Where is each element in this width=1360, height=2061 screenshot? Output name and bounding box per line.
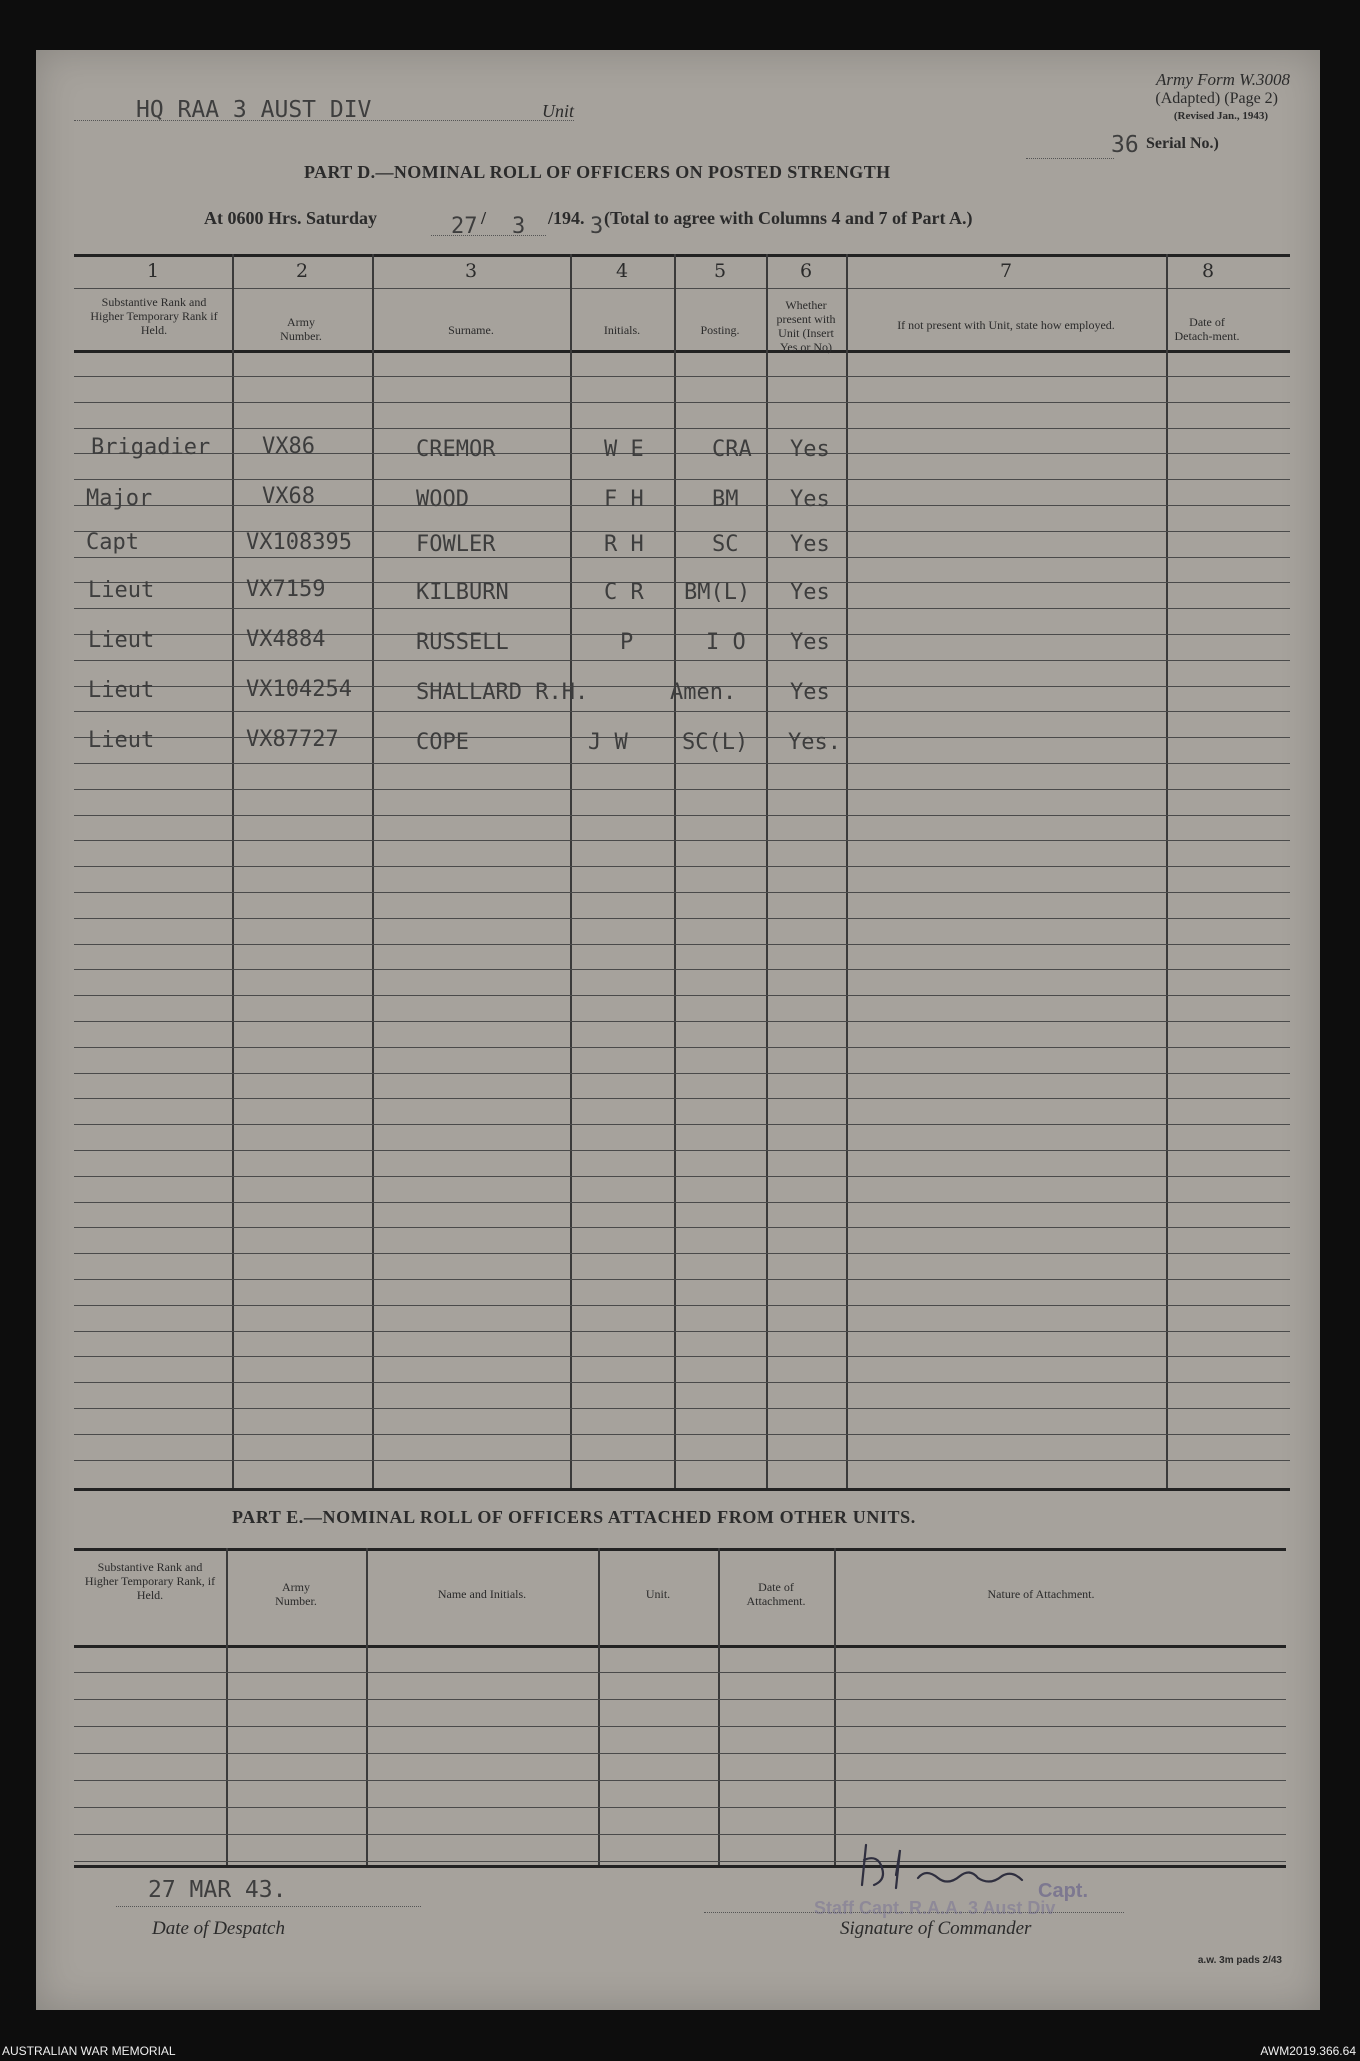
part-e-bottom-rule [74,1865,1286,1868]
part-d-ruled-line-42 [74,1434,1290,1435]
part-d-ruled-line-12 [74,660,1290,661]
row-3-present: Yes [790,532,830,557]
row-3-surname: FOWLER [416,532,496,557]
part-d-ruled-line-6 [74,505,1290,506]
part-d-ruled-line-19 [74,840,1290,841]
archive-caption-right: AWM2019.366.64 [1260,2044,1356,2058]
part-d-ruled-line-2 [74,402,1290,403]
despatch-date-label: Date of Despatch [152,1918,285,1939]
row-3-number: VX108395 [246,530,352,555]
part-d-ruled-line-16 [74,763,1290,764]
col-number-2: 2 [295,260,309,282]
part-d-ruled-line-30 [74,1124,1290,1125]
row-2-present: Yes [790,487,830,512]
date-suffix: (Total to agree with Columns 4 and 7 of Part A.) [604,208,973,228]
row-5-posting: I O [706,630,746,655]
part-d-col-divider-7 [1166,254,1168,1488]
row-6-number: VX104254 [246,677,352,702]
part-d-number-rule [74,288,1290,289]
row-4-posting: BM(L) [684,580,751,605]
row-1-surname: CREMOR [416,437,496,462]
part-d-ruled-line-1 [74,376,1290,377]
part-d-ruled-line-26 [74,1021,1290,1022]
part-d-ruled-line-33 [74,1202,1290,1203]
part-e-title: PART E.—NOMINAL ROLL OF OFFICERS ATTACHED FROM OTHER UNITS. [232,1507,916,1527]
row-4-present: Yes [790,580,830,605]
row-7-surname: COPE [416,730,469,755]
unit-dotline [74,120,574,121]
part-d-ruled-line-23 [74,944,1290,945]
date-year-prefix: /194. [548,208,585,228]
part-e-ruled-line-6 [74,1807,1286,1808]
row-5-number: VX4884 [246,627,326,652]
part-d-col-divider-4 [674,254,676,1488]
print-code: a.w. 3m pads 2/43 [1197,1955,1282,1966]
part-d-ruled-line-10 [74,608,1290,609]
date-day-dotline [431,235,546,236]
row-4-rank: Lieut [88,578,155,603]
part-d-ruled-line-27 [74,1047,1290,1048]
part-e-top-rule [74,1548,1286,1551]
part-d-ruled-line-20 [74,866,1290,867]
signature-dotline [704,1912,1124,1913]
row-6-posting: Amen. [670,680,737,705]
part-d-ruled-line-41 [74,1408,1290,1409]
despatch-dotline [116,1906,421,1907]
date-year-digit: 3 [590,214,604,239]
row-7-posting: SC(L) [682,730,749,755]
row-2-initials: F H [604,487,644,512]
row-3-rank: Capt [86,530,139,555]
col-header-employed: If not present with Unit, state how employed. [897,318,1115,332]
part-e-ruled-line-4 [74,1753,1286,1754]
col-number-3: 3 [464,260,478,282]
col-number-8: 8 [1201,260,1215,282]
unit-value: HQ RAA 3 AUST DIV [136,97,372,123]
part-d-header-rule [74,350,1290,353]
despatch-date-value: 27 MAR 43. [148,1877,287,1903]
row-6-surname: SHALLARD R.H. [416,680,589,705]
part-d-ruled-line-5 [74,479,1290,480]
row-5-rank: Lieut [88,628,155,653]
row-2-number: VX68 [262,484,315,509]
date-month: 3 [512,214,526,239]
part-e-col-divider-4 [718,1548,720,1865]
part-d-col-divider-1 [232,254,234,1488]
row-1-initials: W E [604,437,644,462]
part-d-ruled-line-24 [74,969,1290,970]
row-5-present: Yes [790,630,830,655]
row-1-rank: Brigadier [91,435,211,460]
part-d-ruled-line-8 [74,557,1290,558]
part-d-ruled-line-35 [74,1253,1290,1254]
part-d-ruled-line-40 [74,1382,1290,1383]
part-d-ruled-line-4 [74,453,1290,454]
part-d-ruled-line-25 [74,995,1290,996]
part-d-ruled-line-21 [74,892,1290,893]
part-e-col-divider-1 [226,1548,228,1865]
part-d-ruled-line-31 [74,1150,1290,1151]
part-d-bottom-rule [74,1488,1290,1491]
col-header-rank: Substantive Rank and Higher Temporary Rank if Held. [90,295,218,337]
part-d-col-divider-6 [846,254,848,1488]
part-d-ruled-line-17 [74,789,1290,790]
form-paper [36,50,1320,2010]
date-prefix: At 0600 Hrs. Saturday [204,208,378,228]
row-1-posting: CRA [712,437,752,462]
part-d-ruled-line-37 [74,1305,1290,1306]
part-e-header-name: Name and Initials. [437,1587,527,1601]
part-e-ruled-line-8 [74,1861,1286,1862]
unit-label: Unit [542,101,575,121]
part-d-ruled-line-38 [74,1331,1290,1332]
part-d-ruled-line-18 [74,815,1290,816]
col-header-present: Whether present with Unit (Insert Yes or No) [776,298,836,354]
serial-number-label: Serial No.) [1146,135,1219,152]
col-number-6: 6 [799,260,813,282]
col-number-1: 1 [146,260,160,282]
row-7-number: VX87727 [246,727,339,752]
part-d-ruled-line-43 [74,1460,1290,1461]
part-e-ruled-line-3 [74,1726,1286,1727]
signature-stamp: Staff Capt. R.A.A. 3 Aust Div [814,1898,1056,1918]
adapted-label: (Adapted) (Page 2) [1155,90,1278,107]
part-d-ruled-line-22 [74,918,1290,919]
row-3-initials: R H [604,532,644,557]
part-d-col-divider-3 [570,254,572,1488]
part-d-ruled-line-29 [74,1098,1290,1099]
date-day: 27 [451,214,478,239]
part-e-ruled-line-5 [74,1780,1286,1781]
part-e-header-unit: Unit. [645,1587,671,1601]
part-e-header-rank: Substantive Rank and Higher Temporary Rank, if Held. [84,1560,216,1602]
army-form-label: Army Form W.3008 [1156,70,1290,89]
col-number-5: 5 [713,260,727,282]
row-4-surname: KILBURN [416,580,509,605]
row-1-number: VX86 [262,434,315,459]
part-d-ruled-line-14 [74,711,1290,712]
part-d-col-divider-2 [372,254,374,1488]
part-e-ruled-line-2 [74,1699,1286,1700]
col-header-initials: Initials. [603,323,641,337]
part-e-ruled-line-7 [74,1834,1286,1835]
part-d-top-rule [74,254,1290,257]
row-1-present: Yes [790,437,830,462]
part-d-ruled-line-39 [74,1356,1290,1357]
part-e-header-attachment-date: Date of Attachment. [746,1580,806,1608]
part-d-ruled-line-34 [74,1227,1290,1228]
row-4-number: VX7159 [246,577,326,602]
row-2-rank: Major [86,486,153,511]
row-3-posting: SC [712,532,739,557]
part-d-ruled-line-32 [74,1176,1290,1177]
col-header-surname: Surname. [448,323,494,337]
col-number-7: 7 [999,260,1013,282]
part-e-header-rule [74,1645,1286,1648]
row-2-surname: WOOD [416,487,469,512]
part-e-header-army-number: Army Number. [275,1580,317,1608]
archive-caption-left: AUSTRALIAN WAR MEMORIAL [2,2044,176,2058]
col-header-posting: Posting. [700,323,740,337]
row-5-initials: P [620,630,634,655]
row-5-surname: RUSSELL [416,630,509,655]
date-slash: / [481,208,487,228]
part-d-ruled-line-3 [74,428,1290,429]
revised-label: (Revised Jan., 1943) [1173,110,1268,122]
part-e-ruled-line-1 [74,1672,1286,1673]
serial-dotline [1026,158,1114,159]
row-7-present: Yes. [788,730,841,755]
row-6-rank: Lieut [88,678,155,703]
part-d-col-divider-5 [766,254,768,1488]
part-d-ruled-line-28 [74,1073,1290,1074]
signature-rank-stamp: Capt. [1038,1880,1088,1902]
col-number-4: 4 [615,260,629,282]
row-7-initials: J W [588,730,628,755]
col-header-army-number: Army Number. [280,315,322,343]
col-header-detachment: Date of Detach-ment. [1174,315,1240,343]
row-6-present: Yes [790,680,830,705]
row-2-posting: BM [712,487,739,512]
serial-number-value: 36 [1111,132,1139,158]
part-d-title: PART D.—NOMINAL ROLL OF OFFICERS ON POSTED STRENGTH [304,162,891,182]
part-e-header-nature: Nature of Attachment. [987,1587,1095,1601]
row-7-rank: Lieut [88,728,155,753]
row-4-initials: C R [604,580,644,605]
signature-label: Signature of Commander [840,1918,1032,1939]
part-d-ruled-line-36 [74,1279,1290,1280]
